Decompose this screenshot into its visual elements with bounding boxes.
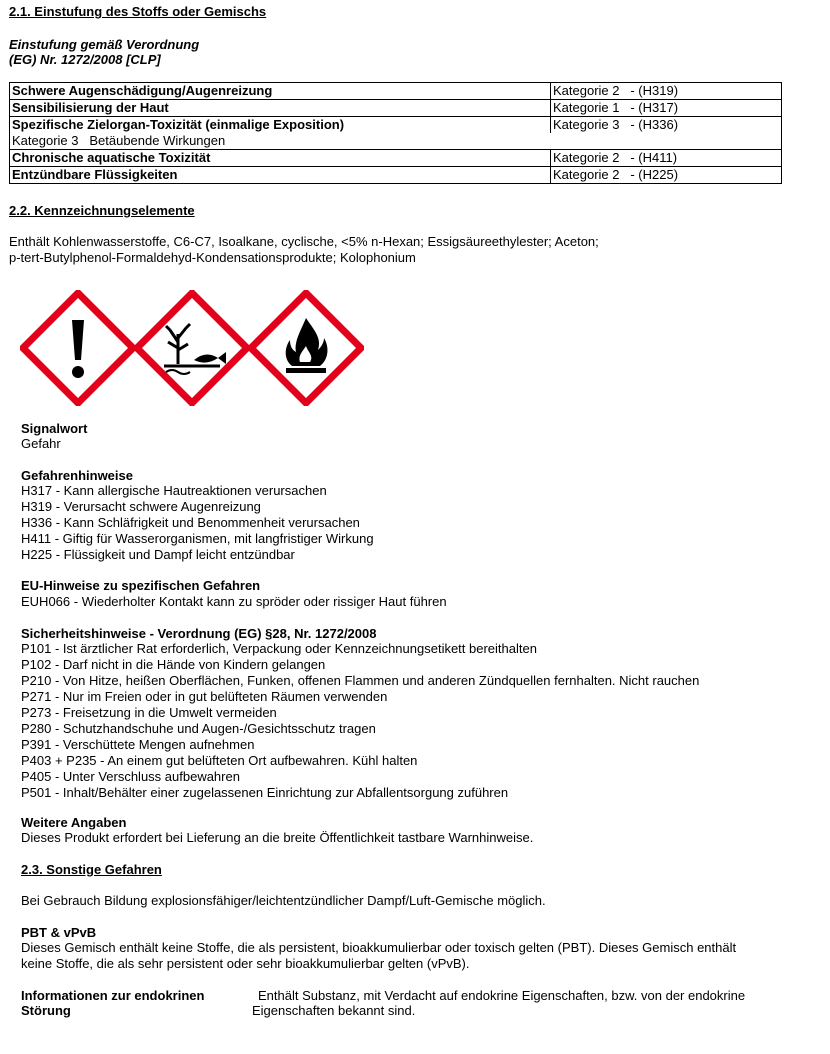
hazard-category: Kategorie 2 - (H225) [551,167,782,184]
further-info-text: Dieses Produkt erfordert bei Lieferung an die breite Öffentlichkeit tastbare Warnhinweise. [21,830,534,845]
endocrine-label-line1: Informationen zur endokrinen [21,988,205,1003]
table-row [10,167,782,184]
eu-hazards-label: EU-Hinweise zu spezifischen Gefahren [21,578,261,593]
table-row [10,83,782,100]
contains-line1: Enthält Kohlenwasserstoffe, C6-C7, Isoalkane, cyclische, <5% n-Hexan; Essigsäureethylester; Aceton; [9,234,599,249]
hazard-category: Kategorie 3 - (H336) [551,117,782,134]
table-row [10,117,782,134]
environment-icon [134,290,250,406]
list-item: H319 - Verursacht schwere Augenreizung [21,499,261,514]
further-info-label: Weitere Angaben [21,815,127,830]
section-2-1-heading: 2.1. Einstufung des Stoffs oder Gemischs [9,4,267,19]
list-item: P280 - Schutzhandschuhe und Augen-/Gesichtsschutz tragen [21,721,376,736]
list-item: H411 - Giftig für Wasserorganismen, mit langfristiger Wirkung [21,531,374,546]
precautionary-statements-list [21,641,699,801]
exclamation-mark-icon [20,290,136,406]
pbt-text-line2: keine Stoffe, die als sehr persistent oder sehr bioakkumulierbar gelten (vPvB). [21,956,470,971]
hazard-class: Chronische aquatische Toxizität [10,150,551,167]
list-item: P501 - Inhalt/Behälter einer zugelassenen Einrichtung zur Abfallentsorgung zuführen [21,785,509,800]
endocrine-label-line2: Störung [21,1003,71,1018]
precautionary-statements-label: Sicherheitshinweise - Verordnung (EG) §28, Nr. 1272/2008 [21,626,377,641]
list-item: H317 - Kann allergische Hautreaktionen verursachen [21,483,327,498]
hazard-statements-list [21,483,374,563]
list-item: P403 + P235 - An einem gut belüfteten Ort aufbewahren. Kühl halten [21,753,418,768]
hazard-class: Schwere Augenschädigung/Augenreizung [10,83,551,100]
signal-word-label: Signalwort [21,421,88,436]
list-item: H225 - Flüssigkeit und Dampf leicht entzündbar [21,547,295,562]
endocrine-text-line2: Eigenschaften bekannt sind. [252,1003,416,1018]
classification-table [9,82,782,184]
list-item: H336 - Kann Schläfrigkeit und Benommenheit verursachen [21,515,360,530]
list-item: P101 - Ist ärztlicher Rat erforderlich, Verpackung oder Kennzeichnungsetikett bereithalten [21,641,537,656]
pbt-label: PBT & vPvB [21,925,97,940]
hazard-subcategory: Kategorie 3 Betäubende Wirkungen [10,133,782,150]
hazard-statements-label: Gefahrenhinweise [21,468,133,483]
signal-word-value: Gefahr [21,436,61,451]
table-row [10,100,782,117]
flame-icon [248,290,364,406]
classification-regulation-line2: (EG) Nr. 1272/2008 [CLP] [9,52,161,67]
contains-line2: p-tert-Butylphenol-Formaldehyd-Kondensationsprodukte; Kolophonium [9,250,416,265]
list-item: P210 - Von Hitze, heißen Oberflächen, Funken, offenen Flammen und anderen Zündquellen fernhalten. Nicht rauchen [21,673,700,688]
hazard-class: Entzündbare Flüssigkeiten [10,167,551,184]
hazard-category: Kategorie 2 - (H319) [551,83,782,100]
table-row [10,150,782,167]
hazard-category: Kategorie 2 - (H411) [551,150,782,167]
section-2-3-heading: 2.3. Sonstige Gefahren [21,862,162,877]
endocrine-text-line1: Enthält Substanz, mit Verdacht auf endokrine Eigenschaften, bzw. von der endokrine [258,988,746,1003]
table-subrow [10,133,782,150]
pbt-text-line1: Dieses Gemisch enthält keine Stoffe, die als persistent, bioakkumulierbar oder toxisch gelten (PBT). Dieses Gemisch enthält [21,940,737,955]
hazard-class: Sensibilisierung der Haut [10,100,551,117]
other-hazards-text: Bei Gebrauch Bildung explosionsfähiger/leichtentzündlicher Dampf/Luft-Gemische möglich. [21,893,546,908]
section-2-2-heading: 2.2. Kennzeichnungselemente [9,203,195,218]
list-item: P271 - Nur im Freien oder in gut belüfteten Räumen verwenden [21,689,388,704]
classification-regulation-line1: Einstufung gemäß Verordnung [9,37,200,52]
hazard-class: Spezifische Zielorgan-Toxizität (einmalige Exposition) [10,117,551,134]
eu-hazards-text: EUH066 - Wiederholter Kontakt kann zu spröder oder rissiger Haut führen [21,594,447,609]
list-item: P102 - Darf nicht in die Hände von Kindern gelangen [21,657,326,672]
list-item: P273 - Freisetzung in die Umwelt vermeiden [21,705,277,720]
list-item: P391 - Verschüttete Mengen aufnehmen [21,737,255,752]
list-item: P405 - Unter Verschluss aufbewahren [21,769,240,784]
hazard-category: Kategorie 1 - (H317) [551,100,782,117]
